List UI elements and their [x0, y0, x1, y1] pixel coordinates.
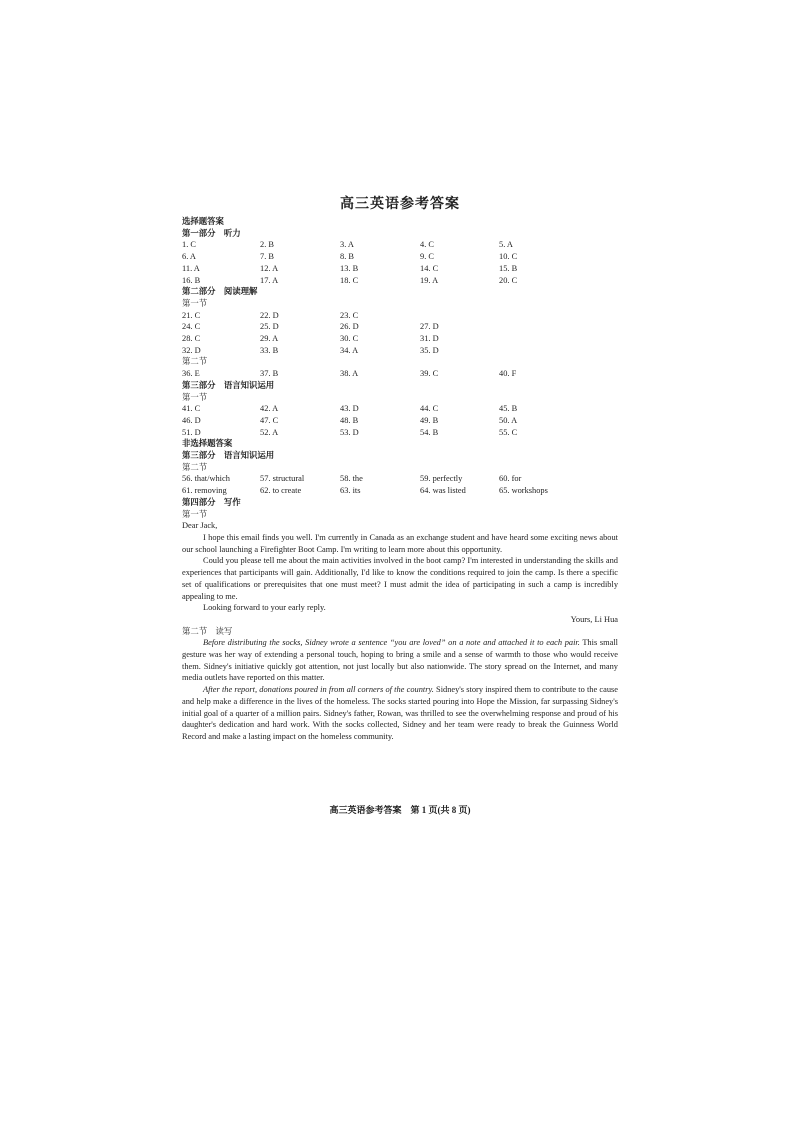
answer-cell: 61. removing — [182, 486, 227, 496]
answer-cell: 59. perfectly — [420, 474, 463, 484]
answer-cell — [499, 345, 579, 357]
answer-cell: 50. A — [499, 415, 518, 425]
answer-cell: 24. C — [182, 322, 201, 332]
answer-cell: 54. B — [420, 427, 439, 437]
part2-section1-grid — [182, 310, 618, 357]
answer-cell: 4. C — [420, 240, 434, 250]
answer-cell: 35. D — [420, 345, 439, 355]
section-nonchoice-heading: 非选择题答案 — [182, 439, 233, 449]
part3-section1-grid — [182, 403, 618, 438]
answer-cell: 12. A — [260, 263, 279, 273]
answer-cell: 16. B — [182, 275, 201, 285]
part2-section2-grid — [182, 368, 618, 380]
part2-section1-label: 第一节 — [182, 298, 208, 308]
answer-cell: 58. the — [340, 474, 363, 484]
answer-cell: 44. C — [420, 404, 439, 414]
answer-cell: 31. D — [420, 334, 439, 344]
part4-section1-label: 第一节 — [182, 509, 208, 519]
part3b-section2-label: 第二节 — [182, 462, 208, 472]
answer-cell: 52. A — [260, 427, 279, 437]
answer-cell: 37. B — [260, 369, 279, 379]
answer-cell: 1. C — [182, 240, 196, 250]
given-sentence: Before distributing the socks, Sidney wrote a sentence “you are loved” on a note and attached it to each pair. — [203, 638, 580, 648]
answer-cell: 43. D — [340, 404, 359, 414]
answer-cell: 36. E — [182, 369, 200, 379]
answer-cell: 7. B — [260, 252, 274, 262]
answer-cell: 51. D — [182, 427, 201, 437]
answer-cell: 56. that/which — [182, 474, 230, 484]
paragraph-text: Sidney's story inspired them to contribute to the cause and help make a difference in the lives of the homeless. The socks started pouring into Hope the Mission, far surpassing Sidney's initial goal of a quarter of a million pairs. Sidney's father, Rowan, was thrilled to see the overwhelming response and proud of his daughter's dedication and hard work. With the socks collected, Sidney and her team were ready to break the Guinness World Record and make a lasting impact on the homeless community. — [182, 685, 618, 741]
letter-signature — [182, 614, 618, 626]
answer-cell: 14. C — [420, 263, 439, 273]
part3-section1-label: 第一节 — [182, 392, 208, 402]
answer-cell: 41. C — [182, 404, 201, 414]
answer-cell: 5. A — [499, 240, 513, 250]
part3-heading: 第三部分 语言知识运用 — [182, 380, 275, 390]
answer-cell: 34. A — [340, 345, 359, 355]
answer-cell: 8. B — [340, 252, 354, 262]
page-title: 高三英语参考答案 — [340, 197, 460, 212]
answer-cell — [499, 310, 579, 322]
answer-cell — [499, 333, 579, 345]
answer-cell: 21. C — [182, 310, 201, 320]
answer-cell: 29. A — [260, 334, 279, 344]
answer-cell: 25. D — [260, 322, 279, 332]
letter-paragraph: Looking forward to your early reply. — [203, 603, 326, 613]
answer-cell: 47. C — [260, 415, 279, 425]
answer-cell: 62. to create — [260, 486, 302, 496]
letter-paragraph: Could you please tell me about the main activities involved in the boot camp? I'm interested in understanding the skills and experiences that participants will gain. Additionally, I'd like to know the conditions required to join the camp. Is there a specific set of qualifications or prerequisites that one must meet? I must admit the idea of participating in such a camp is incredibly appealing to me. — [182, 556, 618, 601]
answer-cell: 13. B — [340, 263, 359, 273]
answer-cell: 6. A — [182, 252, 196, 262]
answer-cell: 19. A — [420, 275, 439, 285]
answer-document — [182, 196, 618, 743]
answer-cell: 45. B — [499, 404, 518, 414]
answer-cell: 60. for — [499, 474, 522, 484]
part3b-section2-grid — [182, 473, 618, 496]
letter-salutation: Dear Jack, — [182, 521, 218, 531]
part4-section2-label: 第二节 读写 — [182, 626, 233, 636]
answer-cell: 40. F — [499, 369, 517, 379]
answer-cell: 46. D — [182, 415, 201, 425]
given-sentence: After the report, donations poured in from all corners of the country. — [203, 685, 434, 695]
answer-cell: 9. C — [420, 252, 434, 262]
answer-cell: 10. C — [499, 252, 518, 262]
answer-cell: 63. its — [340, 486, 361, 496]
part2-heading: 第二部分 阅读理解 — [182, 287, 258, 297]
part4-heading: 第四部分 写作 — [182, 497, 241, 507]
answer-cell: 17. A — [260, 275, 279, 285]
page-footer: 高三英语参考答案 第 1 页(共 8 页) — [329, 805, 471, 815]
answer-cell: 65. workshops — [499, 486, 548, 496]
answer-cell: 11. A — [182, 263, 200, 273]
answer-cell: 64. was listed — [420, 486, 466, 496]
answer-cell — [499, 321, 579, 333]
answer-cell: 48. B — [340, 415, 359, 425]
continuation-paragraph-1 — [182, 637, 618, 684]
answer-cell: 33. B — [260, 345, 279, 355]
answer-cell: 57. structural — [260, 474, 305, 484]
answer-cell: 42. A — [260, 404, 279, 414]
answer-cell: 53. D — [340, 427, 359, 437]
letter-signer: Li Hua — [594, 614, 618, 624]
answer-cell: 39. C — [420, 369, 439, 379]
answer-cell: 20. C — [499, 275, 518, 285]
answer-cell — [420, 310, 499, 322]
answer-cell: 3. A — [340, 240, 354, 250]
letter-closing: Yours, — [570, 614, 593, 624]
part1-answer-grid — [182, 239, 618, 286]
answer-cell: 32. D — [182, 345, 201, 355]
answer-cell: 30. C — [340, 334, 359, 344]
section-choice-heading: 选择题答案 — [182, 217, 224, 226]
answer-cell: 18. C — [340, 275, 359, 285]
paragraph-text: This small gesture was her way of extending a personal touch, hoping to bring a smile and a sense of warmth to those who would receive them. Sidney's initiative quickly got attention, not just locally but also nationwide. The story spread on the Internet, and many media outlets have reported on this matter. — [182, 638, 619, 683]
answer-cell: 49. B — [420, 415, 439, 425]
answer-cell: 15. B — [499, 263, 518, 273]
answer-cell: 27. D — [420, 322, 439, 332]
continuation-paragraph-2 — [182, 684, 618, 743]
answer-cell: 28. C — [182, 334, 201, 344]
part3b-heading: 第三部分 语言知识运用 — [182, 451, 275, 461]
answer-cell: 2. B — [260, 240, 274, 250]
answer-cell: 38. A — [340, 369, 359, 379]
answer-cell: 23. C — [340, 310, 359, 320]
answer-cell: 55. C — [499, 427, 518, 437]
answer-cell: 26. D — [340, 322, 359, 332]
letter-paragraph: I hope this email finds you well. I'm currently in Canada as an exchange student and have heard some exciting news about our school launching a Firefighter Boot Camp. I'm writing to learn more about this opportunity. — [182, 532, 618, 554]
part2-section2-label: 第二节 — [182, 357, 208, 367]
answer-cell: 22. D — [260, 310, 279, 320]
part1-heading: 第一部分 听力 — [182, 228, 241, 238]
